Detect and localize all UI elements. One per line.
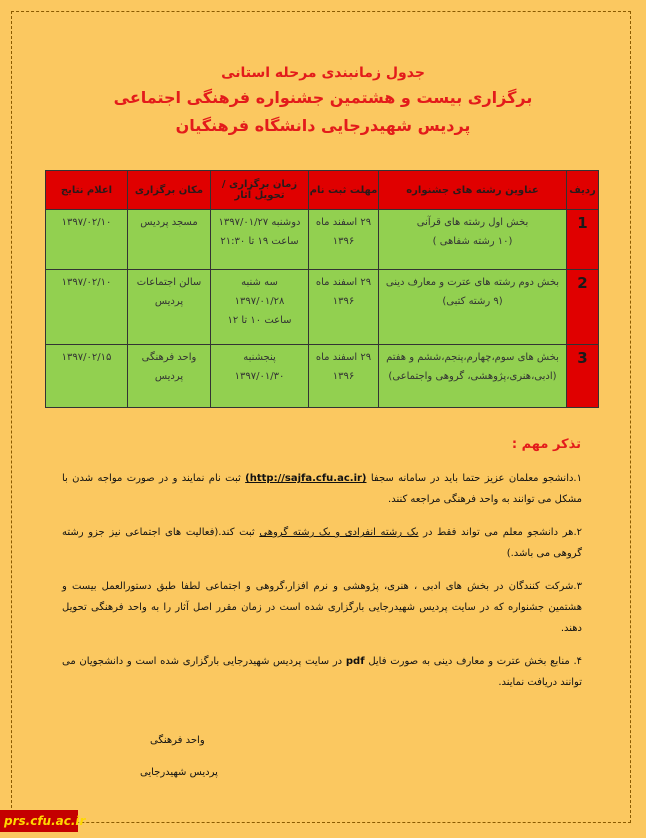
row-time-line-1: سه شنبه — [241, 277, 278, 288]
row-deadline-line-1: ۲۹ اسفند ماه — [315, 217, 372, 228]
header-deadline: مهلت ثبت نام — [309, 171, 379, 210]
row-fields-line-2: (۹ رشته کتبی) — [442, 296, 503, 307]
signature-unit: واحد فرهنگی — [150, 735, 205, 746]
row-fields-line-2: (۱۰ رشته شفاهی ) — [432, 236, 513, 247]
row-place-line-2: پردیس — [154, 296, 184, 307]
notes-list — [62, 468, 582, 705]
note-2 — [62, 522, 582, 564]
row-fields — [379, 270, 567, 345]
header-result: اعلام نتایج — [46, 171, 128, 210]
row-deadline-line-2: ۱۳۹۶ — [332, 236, 355, 247]
row-time — [211, 210, 309, 270]
row-fields-line-1: بخش دوم رشته های عترت و معارف دینی — [385, 277, 560, 288]
row-place — [128, 210, 211, 270]
row-deadline — [309, 270, 379, 345]
row-time-line-2: ۱۳۹۷/۰۱/۲۸ — [234, 296, 285, 307]
note-4-text-b: در سایت پردیس شهیدرجایی بارگزاری شده است و دانشجویان می توانند دریافت نمایند. — [62, 656, 582, 688]
note-3: ۳.شرکت کنندگان در بخش های ادبی ، هنری، پژوهشی و نرم افزار،گروهی و اجتماعی لطفا طبق دستورالعمل بیست و هشتمین جشنواره که در سایت پردیس شهیدرجایی بارگزاری شده است در زمان مقرر اصل آثار را به واحد فرهنگی تحویل دهند. — [62, 581, 582, 634]
row-fields — [379, 345, 567, 408]
row-time-line-1: پنجشنبه — [243, 352, 276, 363]
note-4 — [62, 651, 582, 693]
note-2-underlined: یک رشته انفرادی و یک رشته گروهی — [259, 527, 419, 538]
row-result: ۱۳۹۷/۰۲/۱۵ — [46, 345, 128, 408]
notes-heading: تذکر مهم : — [511, 437, 581, 452]
note-2-text-b: ثبت کند.(فعالیت های اجتماعی نیز جزو رشته گروهی می باشد.) — [62, 527, 582, 559]
table-header-row — [46, 171, 599, 210]
row-number: 1 — [567, 210, 599, 270]
header-time: زمان برگزاری / تحویل آثار — [211, 171, 309, 210]
row-deadline-line-1: ۲۹ اسفند ماه — [315, 277, 372, 288]
row-fields-line-1: بخش اول رشته های قرآنی — [416, 217, 529, 228]
row-time — [211, 270, 309, 345]
row-place-line-2: پردیس — [154, 371, 184, 382]
header-place: مکان برگزاری — [128, 171, 211, 210]
row-fields — [379, 210, 567, 270]
row-number: 2 — [567, 270, 599, 345]
note-1 — [62, 468, 582, 510]
note-4-text-a: ۴. منابع بخش عترت و معارف دینی به صورت فایل — [368, 656, 583, 667]
table-row — [46, 345, 599, 408]
row-place — [128, 270, 211, 345]
table-row — [46, 210, 599, 270]
note-2-text-a: ۲.هر دانشجو معلم می تواند فقط در — [423, 527, 583, 538]
title-line-1: جدول زمانبندی مرحله استانی — [221, 65, 425, 81]
row-time-line-3: ساعت ۱۰ تا ۱۲ — [227, 315, 292, 326]
row-place-line-1: مسجد پردیس — [140, 217, 198, 228]
schedule-table — [45, 170, 599, 408]
note-1-text-b: ثبت نام نمایند و در صورت مواجه شدن با مشکل می توانند به واحد فرهنگی مراجعه کنند. — [62, 473, 582, 505]
row-deadline-line-1: ۲۹ اسفند ماه — [315, 352, 372, 363]
title-line-3: پردیس شهیدرجایی دانشگاه فرهنگیان — [175, 116, 471, 135]
row-deadline — [309, 210, 379, 270]
note-1-text-a: ۱.دانشجو معلمان عزیز حتما باید در سامانه سجفا — [370, 473, 582, 484]
row-time-line-2: ساعت ۱۹ تا ۲۱:۳۰ — [220, 236, 299, 247]
row-time-line-2: ۱۳۹۷/۰۱/۳۰ — [234, 371, 285, 382]
row-deadline-line-2: ۱۳۹۶ — [332, 371, 355, 382]
header-fields: عناوین رشته های جشنواره — [379, 171, 567, 210]
row-result: ۱۳۹۷/۰۲/۱۰ — [46, 210, 128, 270]
row-result: ۱۳۹۷/۰۲/۱۰ — [46, 270, 128, 345]
sajfa-link[interactable]: (http://sajfa.cfu.ac.ir) — [245, 473, 367, 484]
header-row-number: ردیف — [567, 171, 599, 210]
row-number: 3 — [567, 345, 599, 408]
row-deadline-line-2: ۱۳۹۶ — [332, 296, 355, 307]
site-watermark: prs.cfu.ac.ir — [0, 810, 78, 832]
row-place-line-1: واحد فرهنگی — [141, 352, 197, 363]
title-line-2: برگزاری بیست و هشتمین جشنواره فرهنگی اجتماعی — [113, 88, 533, 107]
note-4-pdf: pdf — [345, 656, 365, 667]
title-block — [0, 62, 646, 140]
row-deadline — [309, 345, 379, 408]
row-time — [211, 345, 309, 408]
row-fields-line-1: بخش های سوم،چهارم،پنجم،ششم و هفتم — [386, 352, 559, 363]
signature-campus: پردیس شهیدرجایی — [140, 767, 218, 778]
row-time-line-1: دوشنبه ۱۳۹۷/۰۱/۲۷ — [218, 217, 301, 228]
row-place-line-1: سالن اجتماعات — [136, 277, 202, 288]
table-row — [46, 270, 599, 345]
row-place — [128, 345, 211, 408]
row-fields-line-2: (ادبی،هنری،پژوهشی، گروهی واجتماعی) — [388, 371, 557, 382]
